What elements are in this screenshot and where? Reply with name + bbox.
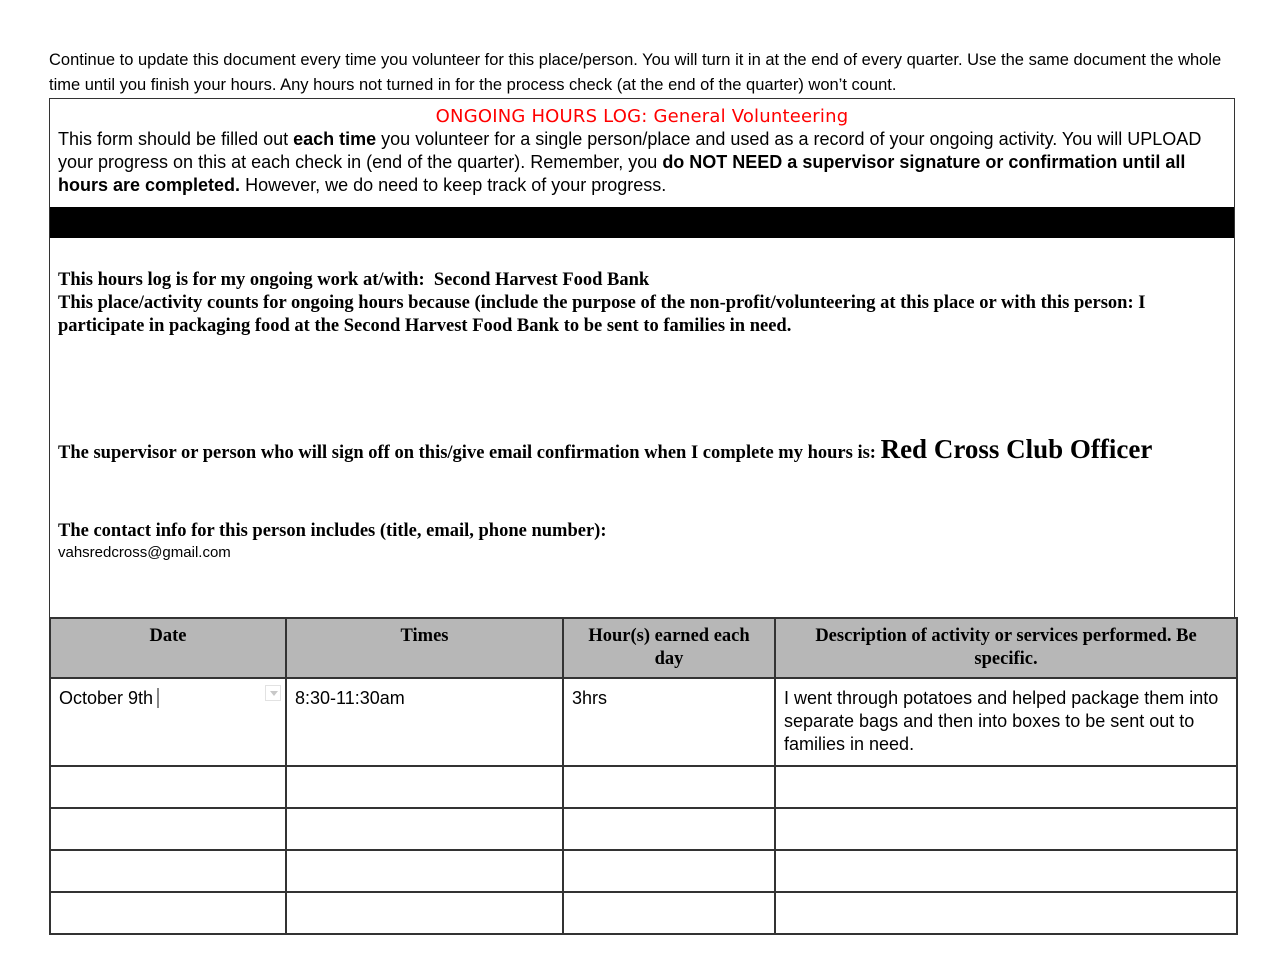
date-cell[interactable] (50, 850, 286, 892)
desc-text: However, we do need to keep track of your progress. (240, 175, 667, 195)
text-cursor (157, 688, 159, 708)
times-cell[interactable] (286, 850, 563, 892)
contact-email: vahsredcross@gmail.com (58, 544, 231, 561)
date-cell[interactable] (50, 892, 286, 934)
purpose-label: This place/activity counts for ongoing hours because (include the purpose of the non-profit/volunteering at this place or with this person: (58, 293, 1134, 313)
contact-label: The contact info for this person includes (title, email, phone number): (58, 521, 607, 541)
place-line[interactable] (58, 269, 1214, 292)
place-value: Second Harvest Food Bank (433, 270, 650, 290)
table-row (50, 678, 1237, 766)
hours-cell[interactable] (563, 766, 775, 808)
times-cell[interactable] (286, 892, 563, 934)
contact-section[interactable] (58, 520, 1214, 563)
form-frame (49, 98, 1235, 617)
section-divider-bar (50, 207, 1234, 238)
hours-cell[interactable] (563, 892, 775, 934)
hours-cell[interactable]: 3hrs (563, 678, 775, 766)
place-label: This hours log is for my ongoing work at/with: (58, 270, 425, 290)
times-cell[interactable]: 8:30-11:30am (286, 678, 563, 766)
form-description (50, 128, 1234, 197)
purpose-value: I participate in packaging food at the Second Harvest Food Bank to be sent to families in need. (58, 293, 1146, 336)
date-cell[interactable] (50, 808, 286, 850)
supervisor-value: Red Cross Club Officer (880, 434, 1153, 464)
desc-bold-no-signature: do NOT NEED a supervisor signature or confirmation until all hours are completed. (58, 152, 1186, 195)
header-description: Description of activity or services performed. Be specific. (775, 618, 1237, 678)
header-times: Times (286, 618, 563, 678)
table-row (50, 766, 1237, 808)
header-hours: Hour(s) earned each day (563, 618, 775, 678)
supervisor-label: The supervisor or person who will sign off on this/give email confirmation when I complete my hours is: (58, 443, 876, 463)
description-cell[interactable] (775, 892, 1237, 934)
description-cell[interactable] (775, 766, 1237, 808)
table-row (50, 892, 1237, 934)
times-cell[interactable] (286, 808, 563, 850)
place-section (58, 269, 1214, 338)
desc-text: This form should be filled out (58, 129, 294, 149)
table-row (50, 850, 1237, 892)
desc-bold-each-time: each time (293, 129, 377, 149)
hours-log-table (49, 617, 1238, 935)
date-cell[interactable] (50, 678, 286, 766)
header-date: Date (50, 618, 286, 678)
description-cell[interactable] (775, 850, 1237, 892)
hours-cell[interactable] (563, 850, 775, 892)
times-cell[interactable] (286, 766, 563, 808)
description-cell[interactable] (775, 808, 1237, 850)
table-header-row (50, 618, 1237, 678)
dropdown-arrow-icon[interactable] (265, 685, 281, 701)
description-cell[interactable]: I went through potatoes and helped package them into separate bags and then into boxes to be sent out to families in need. (775, 678, 1237, 766)
date-cell[interactable] (50, 766, 286, 808)
form-title: ONGOING HOURS LOG: General Volunteering (435, 106, 849, 127)
supervisor-section[interactable] (58, 433, 1214, 466)
purpose-line[interactable] (58, 292, 1214, 338)
intro-instructions: Continue to update this document every time you volunteer for this place/person. You will turn it in at the end of every quarter. Use the same document the whole time until you finish your hours. Any hours not turned in for the process check (at the end of the quarter) won’t count. (49, 51, 1222, 94)
hours-cell[interactable] (563, 808, 775, 850)
table-row (50, 808, 1237, 850)
date-value: October 9th (59, 688, 154, 708)
desc-text: you volunteer for a single person/place and used as a record of your ongoing activity. You will UPLOAD your progress on this at each check in (end of the quarter). Remember, you (58, 129, 1202, 172)
